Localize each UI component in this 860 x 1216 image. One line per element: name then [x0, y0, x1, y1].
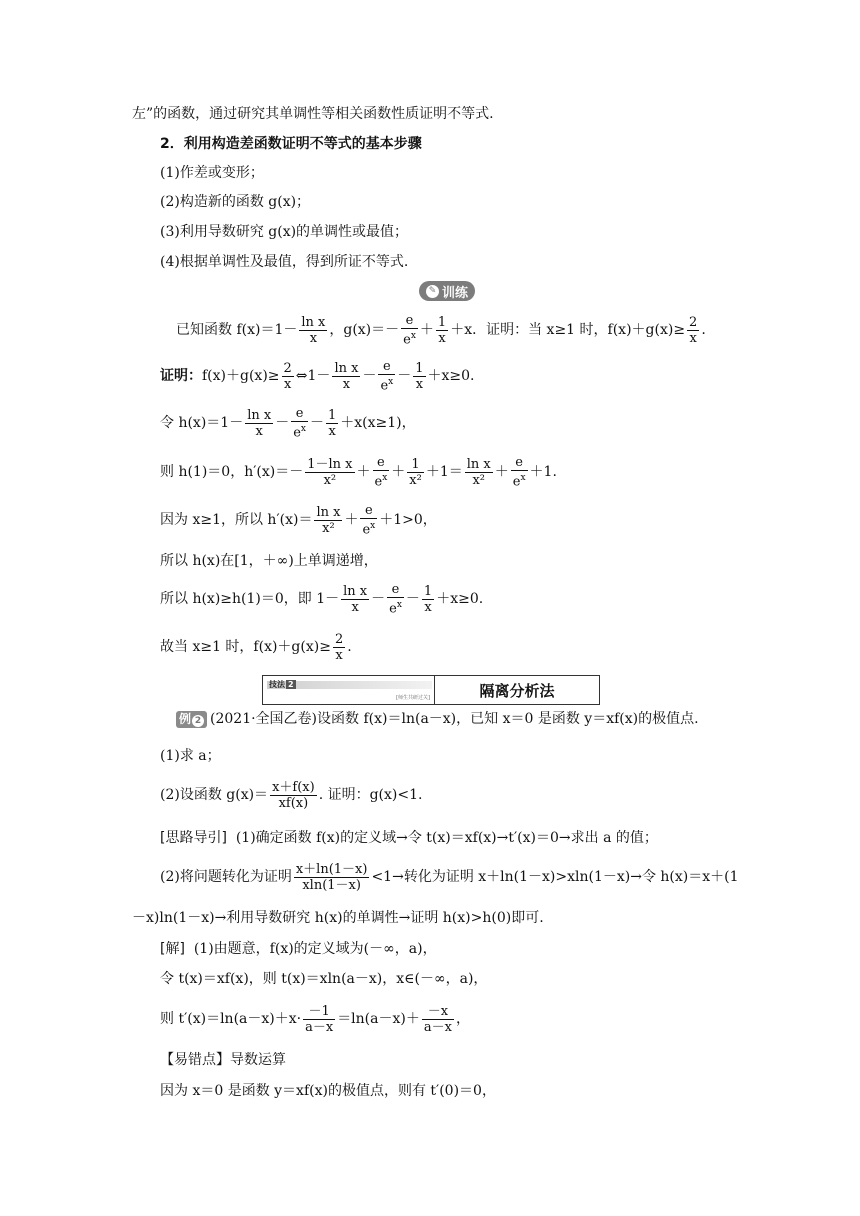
solution-line-4: 因为 x＝0 是函数 y＝xf(x)的极值点，则有 t′(0)＝0， [160, 1083, 496, 1099]
question-1: (1)求 a； [160, 748, 221, 764]
tip-line: 【易错点】导数运算 [160, 1052, 286, 1068]
fraction: $\frac{2}{x}$ [689, 314, 698, 346]
proof-line-2: 令 h(x)＝1－ $\frac{\text{ln x}}{x}$ － $\frac{e}{e^x}$ － $\frac{1}{x}$ ＋x(x≥1)， [160, 406, 416, 441]
guide-line-1: [思路导引] (1)确定函数 f(x)的定义域→令 t(x)＝xf(x)→t′(x)＝0→求出 a 的值； [160, 830, 658, 846]
technique-title: 隔离分析法 [479, 681, 555, 700]
fraction: $\frac{\text{ln x}}{x}$ [301, 314, 326, 346]
proof-line-6: 所以 h(x)≥h(1)＝0，即 1－ $\frac{\text{ln x}}{x}$ － $\frac{e}{e^x}$ － $\frac{1}{x}$ ＋x≥0. [160, 582, 484, 617]
step-2: (2)构造新的函数 g(x)； [160, 194, 311, 210]
practice-badge [419, 281, 475, 301]
solution-line-2: 令 t(x)＝xf(x)，则 t(x)＝xln(a－x)，x∈(－∞，a)， [160, 971, 488, 987]
pencil-icon: ✎ [426, 285, 439, 298]
guide-line-2: (2)将问题转化为证明 $\frac{x+\ln(1-x)}{xln(1-x)}$ <1→转化为证明 x＋ln(1－x)>xln(1－x)→令 h(x)＝x＋(1 [160, 861, 739, 893]
question-2: (2)设函数 g(x)＝ $\frac{x+f(x)}{xf(x)}$ . 证明：g(x)<1. [160, 779, 423, 811]
proof-line-5: 所以 h(x)在[1，＋∞)上单调递增， [160, 553, 378, 569]
proof-line-1: 证明：f(x)＋g(x)≥ $\frac{2}{x}$ ⇔1－ $\frac{\text{ln x}}{x}$ － $\frac{e}{e^x}$ － $\frac{1}{x}$ ＋x≥0. [160, 359, 475, 394]
proof-line-7: 故当 x≥1 时，f(x)＋g(x)≥ $\frac{2}{x}$ . [160, 631, 352, 663]
practice-statement: 已知函数 f(x)＝1－ $\frac{\text{ln x}}{x}$ ，g(x)＝－ $\frac{e}{e^x}$ ＋ $\frac{1}{x}$ ＋x．证明：当 x≥1 时，f(x)＋g(x)≥ $\frac{2}{x}$ . [176, 313, 706, 348]
proof-label: 证明： [160, 368, 202, 385]
step-3: (3)利用导数研究 g(x)的单调性或最值； [160, 224, 409, 240]
solution-label: [解] [160, 941, 185, 957]
section-heading: 2．利用构造差函数证明不等式的基本步骤 [160, 136, 422, 152]
step-1: (1)作差或变形； [160, 165, 264, 181]
solution-line-3: 则 t′(x)＝ln(a－x)＋x· $\frac{-1}{a-x}$ ＝ln(a－x)＋ $\frac{-x}{a-x}$ ， [160, 1003, 470, 1035]
technique-tag-area [263, 676, 435, 704]
practice-badge-label: 训练 [441, 285, 468, 301]
fraction: $\frac{e}{e^x}$ [403, 313, 416, 348]
fraction: $\frac{1}{x}$ [437, 314, 447, 346]
example-statement: 例 2 (2021·全国乙卷)设函数 f(x)＝ln(a－x)，已知 x＝0 是函数 y＝xf(x)的极值点. [176, 709, 699, 729]
technique-box [262, 675, 600, 705]
solution-line-1: [解] (1)由题意，f(x)的定义域为(－∞，a)， [160, 941, 437, 957]
technique-tag: 技法 2 [269, 680, 294, 689]
proof-line-3: 则 h(1)＝0，h′(x)＝－ $\frac{\text{1－ln x}}{\text{x²}}$ ＋ $\frac{e}{e^x}$ ＋ $\frac{1}{\text{x²}}$ ＋1＝ $\frac{\text{ln x}}{\text{x²}}$ ＋ $\frac{e}{e^x}$ ＋1. [160, 455, 557, 490]
example-badge: 例 2 [176, 711, 207, 728]
technique-subtitle: [师生共研过关] [396, 695, 430, 701]
guide-label: [思路导引] [160, 830, 227, 846]
intro-line: 左”的函数，通过研究其单调性等相关函数性质证明不等式. [132, 106, 494, 122]
step-4: (4)根据单调性及最值，得到所证不等式. [160, 254, 409, 270]
guide-line-3: －x)ln(1－x)→利用导数研究 h(x)的单调性→证明 h(x)>h(0)即可. [132, 910, 544, 926]
proof-line-4: 因为 x≥1，所以 h′(x)＝ $\frac{\text{ln x}}{\text{x²}}$ ＋ $\frac{e}{e^x}$ ＋1>0， [160, 503, 437, 538]
